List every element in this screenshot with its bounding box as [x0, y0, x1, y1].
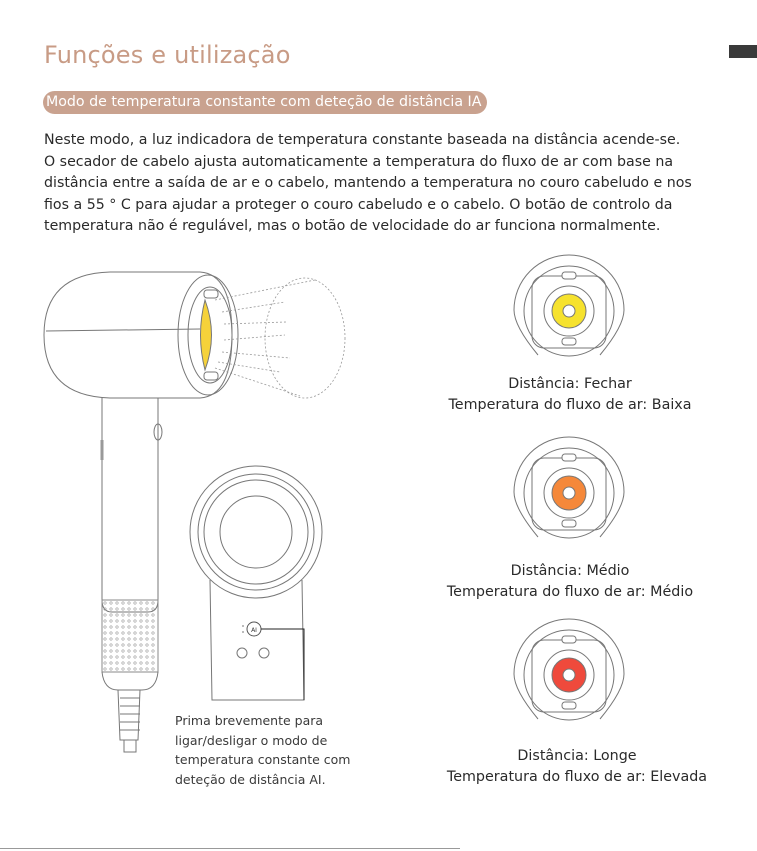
- hair-dryer-rear-view: [190, 466, 322, 700]
- nozzle-closeup-far: [514, 619, 624, 720]
- dryer-nozzle-indicator: [201, 300, 212, 370]
- caption-temperature: Temperatura do fluxo de ar: Elevada: [446, 769, 708, 785]
- note-line: ligar/desligar o modo de: [175, 732, 328, 748]
- caption-temperature: Temperatura do fluxo de ar: Médio: [446, 584, 694, 600]
- nozzle-lug-top: [204, 290, 218, 298]
- caption-distance: Distância: Médio: [510, 563, 630, 579]
- caption-distance: Distância: Longe: [517, 748, 637, 764]
- ai-button-note: [175, 711, 365, 790]
- paragraph-line: Neste modo, a luz indicadora de temperatura constante baseada na distância acende-se.: [44, 132, 681, 148]
- caption-medium: [420, 561, 720, 603]
- caption-distance: Distância: Fechar: [508, 376, 632, 392]
- paragraph-line: temperatura não é regulável, mas o botão de velocidade do ar funciona normalmente.: [44, 218, 661, 234]
- page-bottom-divider: [0, 848, 460, 849]
- page-title: Funções e utilização: [44, 41, 291, 69]
- note-line: Prima brevemente para: [175, 713, 324, 728]
- note-line: deteção de distância AI.: [175, 772, 326, 788]
- nozzle-closeup-close: [514, 255, 624, 356]
- nozzle-closeup-medium: [514, 437, 624, 538]
- ai-button-label: AI: [251, 627, 257, 634]
- nozzle-lug-bottom: [204, 372, 218, 380]
- caption-far: [427, 746, 727, 788]
- ai-mode-button[interactable]: [247, 622, 261, 636]
- caption-close: [420, 374, 720, 416]
- caption-temperature: Temperatura do fluxo de ar: Baixa: [448, 397, 692, 413]
- note-line: temperatura constante com: [175, 752, 351, 768]
- paragraph-line: fios a 55 ° C para ajudar a proteger o couro cabeludo e o cabelo. O botão de controlo da: [44, 196, 673, 213]
- callout-line: [261, 629, 304, 700]
- paragraph-line: O secador de cabelo ajusta automaticamente a temperatura do fluxo de ar com base na: [44, 153, 674, 170]
- speed-button-icon: [237, 648, 247, 658]
- temperature-button-icon: [259, 648, 269, 658]
- section-label: Modo de temperatura constante com deteção de distância IA: [43, 91, 487, 114]
- paragraph-line: distância entre a saída de ar e o cabelo, mantendo a temperatura no couro cabeludo e nos: [44, 175, 692, 191]
- distance-cone: [215, 278, 345, 398]
